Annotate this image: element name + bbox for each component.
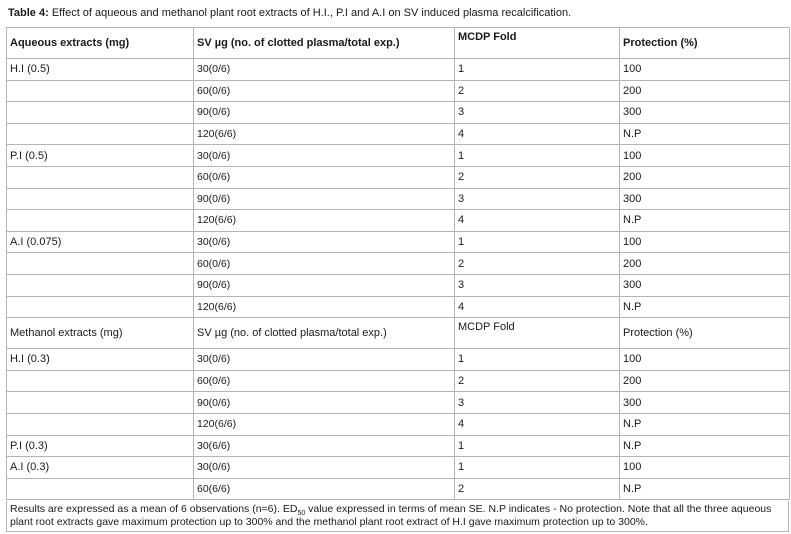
extract-cell xyxy=(7,188,194,210)
sv-cell: 30(0/6) xyxy=(194,145,455,167)
protection-cell: N.P xyxy=(620,478,790,500)
extract-cell xyxy=(7,370,194,392)
mcdp-fold-header: MCDP Fold xyxy=(455,318,620,349)
protection-cell: N.P xyxy=(620,210,790,232)
mcdp-fold-cell: 3 xyxy=(455,188,620,210)
aqueous-table-row xyxy=(7,274,790,296)
protection-cell: 200 xyxy=(620,80,790,102)
table-label: Table 4: xyxy=(8,7,49,19)
protection-cell: 100 xyxy=(620,59,790,81)
aqueous-table-row xyxy=(7,166,790,188)
protection-cell: N.P xyxy=(620,435,790,457)
aqueous-table-row xyxy=(7,80,790,102)
mcdp-fold-cell: 4 xyxy=(455,123,620,145)
sv-cell: 60(0/6) xyxy=(194,253,455,275)
extract-cell xyxy=(7,296,194,318)
sv-cell: 30(6/6) xyxy=(194,435,455,457)
sv-cell: 30(0/6) xyxy=(194,457,455,479)
results-table xyxy=(6,27,790,500)
protection-cell: 100 xyxy=(620,145,790,167)
extract-cell: H.I (0.3) xyxy=(7,349,194,371)
protection-cell: 200 xyxy=(620,370,790,392)
sv-cell: 60(6/6) xyxy=(194,478,455,500)
aqueous-table-row xyxy=(7,253,790,275)
extract-cell: H.I (0.5) xyxy=(7,59,194,81)
sv-cell: 30(0/6) xyxy=(194,231,455,253)
aqueous-table-row xyxy=(7,210,790,232)
table-caption xyxy=(8,6,571,20)
protection-cell: 200 xyxy=(620,253,790,275)
methanol-table-row xyxy=(7,457,790,479)
mcdp-fold-cell: 2 xyxy=(455,166,620,188)
extract-cell xyxy=(7,123,194,145)
aqueous-extracts-header: Aqueous extracts (mg) xyxy=(7,28,194,59)
extract-cell xyxy=(7,80,194,102)
aqueous-table-row xyxy=(7,145,790,167)
extract-cell xyxy=(7,210,194,232)
mcdp-fold-cell: 1 xyxy=(455,349,620,371)
mcdp-fold-cell: 2 xyxy=(455,80,620,102)
aqueous-table-row xyxy=(7,296,790,318)
extract-cell: P.I (0.3) xyxy=(7,435,194,457)
protection-cell: 100 xyxy=(620,231,790,253)
mcdp-fold-cell: 2 xyxy=(455,478,620,500)
protection-cell: 100 xyxy=(620,349,790,371)
protection-header: Protection (%) xyxy=(620,318,790,349)
extract-cell: A.I (0.3) xyxy=(7,457,194,479)
sv-cell: 120(6/6) xyxy=(194,413,455,435)
mcdp-fold-cell: 4 xyxy=(455,413,620,435)
sv-header: SV µg (no. of clotted plasma/total exp.) xyxy=(194,28,455,59)
methanol-table-row xyxy=(7,370,790,392)
aqueous-table-row xyxy=(7,102,790,124)
sv-cell: 90(0/6) xyxy=(194,102,455,124)
methanol-table-row xyxy=(7,413,790,435)
sv-cell: 60(0/6) xyxy=(194,166,455,188)
sv-cell: 60(0/6) xyxy=(194,80,455,102)
footnote-subscript: 50 xyxy=(297,510,306,518)
aqueous-header-row xyxy=(7,28,790,59)
sv-cell: 90(0/6) xyxy=(194,274,455,296)
sv-cell: 120(6/6) xyxy=(194,210,455,232)
mcdp-fold-cell: 1 xyxy=(455,145,620,167)
sv-cell: 120(6/6) xyxy=(194,123,455,145)
extract-cell: P.I (0.5) xyxy=(7,145,194,167)
sv-cell: 90(0/6) xyxy=(194,392,455,414)
sv-cell: 120(6/6) xyxy=(194,296,455,318)
protection-cell: 300 xyxy=(620,102,790,124)
table-title: Effect of aqueous and methanol plant root extracts of H.I., P.I and A.I on SV induced plasma recalcification. xyxy=(48,7,572,19)
protection-cell: 100 xyxy=(620,457,790,479)
extract-cell xyxy=(7,102,194,124)
sv-cell: 60(0/6) xyxy=(194,370,455,392)
methanol-header-row xyxy=(7,318,790,349)
sv-cell: 30(0/6) xyxy=(194,59,455,81)
mcdp-fold-cell: 1 xyxy=(455,457,620,479)
mcdp-fold-cell: 3 xyxy=(455,102,620,124)
methanol-table-row xyxy=(7,478,790,500)
extract-cell: A.I (0.075) xyxy=(7,231,194,253)
footnote-text-start: Results are expressed as a mean of 6 observations (n=6). ED xyxy=(10,503,298,515)
protection-header: Protection (%) xyxy=(620,28,790,59)
mcdp-fold-cell: 4 xyxy=(455,210,620,232)
methanol-table-row xyxy=(7,349,790,371)
protection-cell: 300 xyxy=(620,274,790,296)
mcdp-fold-cell: 2 xyxy=(455,253,620,275)
aqueous-table-row xyxy=(7,188,790,210)
protection-cell: N.P xyxy=(620,296,790,318)
extract-cell xyxy=(7,166,194,188)
protection-cell: 200 xyxy=(620,166,790,188)
extract-cell xyxy=(7,478,194,500)
mcdp-fold-cell: 1 xyxy=(455,59,620,81)
footnote-text-end: value expressed in terms of mean SE. N.P indicates - No protection. Note that all the three aqueous plant root extracts gave maximum protection up to 300% and the methanol plant root extract of H.I gave maximum protection up to 300%. xyxy=(10,503,772,528)
mcdp-fold-cell: 1 xyxy=(455,231,620,253)
extract-cell xyxy=(7,253,194,275)
extract-cell xyxy=(7,392,194,414)
sv-header: SV µg (no. of clotted plasma/total exp.) xyxy=(194,318,455,349)
mcdp-fold-cell: 2 xyxy=(455,370,620,392)
extract-cell xyxy=(7,413,194,435)
mcdp-fold-cell: 3 xyxy=(455,274,620,296)
aqueous-table-row xyxy=(7,123,790,145)
protection-cell: N.P xyxy=(620,413,790,435)
methanol-table-row xyxy=(7,435,790,457)
mcdp-fold-cell: 4 xyxy=(455,296,620,318)
extract-cell xyxy=(7,274,194,296)
methanol-table-row xyxy=(7,392,790,414)
mcdp-fold-cell: 1 xyxy=(455,435,620,457)
sv-cell: 90(0/6) xyxy=(194,188,455,210)
protection-cell: 300 xyxy=(620,392,790,414)
protection-cell: 300 xyxy=(620,188,790,210)
table-footnote xyxy=(6,501,789,532)
mcdp-fold-header: MCDP Fold xyxy=(455,28,620,59)
methanol-extracts-header: Methanol extracts (mg) xyxy=(7,318,194,349)
mcdp-fold-cell: 3 xyxy=(455,392,620,414)
aqueous-table-row xyxy=(7,231,790,253)
aqueous-table-row xyxy=(7,59,790,81)
sv-cell: 30(0/6) xyxy=(194,349,455,371)
protection-cell: N.P xyxy=(620,123,790,145)
